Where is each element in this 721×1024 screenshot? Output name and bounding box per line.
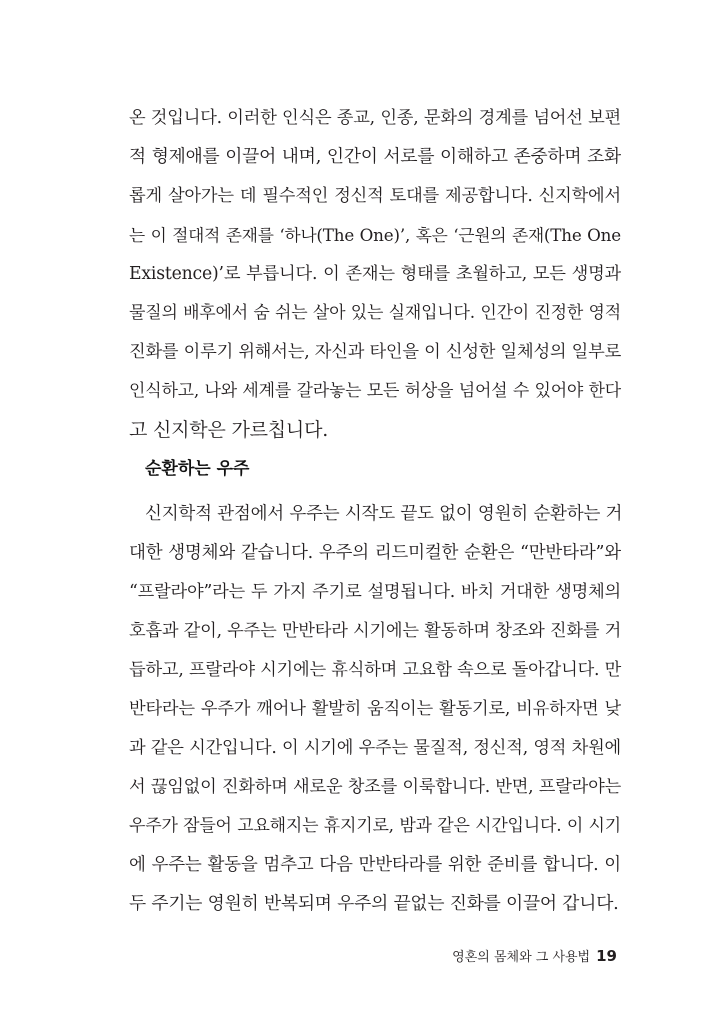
page-footer xyxy=(452,946,617,968)
paragraph-2-line-5: 듭하고, 프랄라야 시기에는 휴식하며 고요함 속으로 돌아갑니다. 만 xyxy=(129,660,622,680)
page-number: 19 xyxy=(596,947,617,965)
paragraph-1-line-2: 적 형제애를 이끌어 내며, 인간이 서로를 이해하고 존중하며 조화 xyxy=(129,147,621,167)
footer-book-title: 영혼의 몸체와 그 사용법 xyxy=(452,950,591,965)
paragraph-2-line-10: 에 우주는 활동을 멈추고 다음 만반타라를 위한 준비를 합니다. 이 xyxy=(129,855,621,875)
paragraph-2-line-7: 과 같은 시간입니다. 이 시기에 우주는 물질적, 정신적, 영적 차원에 xyxy=(129,738,621,758)
paragraph-2-line-1: 신지학적 관점에서 우주는 시작도 끝도 없이 영원히 순환하는 거 xyxy=(145,504,623,524)
paragraph-2-line-8: 서 끊임없이 진화하며 새로운 창조를 이룩합니다. 반면, 프랄라야는 xyxy=(129,777,622,797)
paragraph-1-line-7: 진화를 이루기 위해서는, 자신과 타인을 이 신성한 일체성의 일부로 xyxy=(129,342,622,362)
paragraph-1-line-6: 물질의 배후에서 숨 쉬는 살아 있는 실재입니다. 인간이 진정한 영적 xyxy=(129,303,621,323)
paragraph-2-line-4: 호흡과 같이, 우주는 만반타라 시기에는 활동하며 창조와 진화를 거 xyxy=(129,621,622,641)
paragraph-2-line-11: 두 주기는 영원히 반복되며 우주의 끝없는 진화를 이끌어 갑니다. xyxy=(129,894,619,914)
paragraph-2-line-6: 반타라는 우주가 깨어나 활발히 움직이는 활동기로, 비유하자면 낮 xyxy=(129,699,621,719)
paragraph-1-line-9: 고 신지학은 가르칩니다. xyxy=(129,419,329,441)
paragraph-1-line-5: Existence)’로 부릅니다. 이 존재는 형태를 초월하고, 모든 생명과 xyxy=(129,264,621,284)
paragraph-1-line-8: 인식하고, 나와 세계를 갈라놓는 모든 허상을 넘어설 수 있어야 한다 xyxy=(129,381,621,401)
section-heading: 순환하는 우주 xyxy=(145,459,250,479)
paragraph-2-line-3: “프랄라야”라는 두 가지 주기로 설명됩니다. 바치 거대한 생명체의 xyxy=(129,582,621,602)
paragraph-1-line-1: 온 것입니다. 이러한 인식은 종교, 인종, 문화의 경계를 넘어선 보편 xyxy=(129,108,621,128)
paragraph-1-line-4: 는 이 절대적 존재를 ‘하나(The One)’, 혹은 ‘근원의 존재(The One xyxy=(129,225,621,245)
paragraph-1-line-3: 롭게 살아가는 데 필수적인 정신적 토대를 제공합니다. 신지학에서 xyxy=(129,186,621,206)
paragraph-2-line-2: 대한 생명체와 같습니다. 우주의 리드미컬한 순환은 “만반타라”와 xyxy=(129,543,621,563)
paragraph-2-line-9: 우주가 잠들어 고요해지는 휴지기로, 밤과 같은 시간입니다. 이 시기 xyxy=(129,816,621,836)
